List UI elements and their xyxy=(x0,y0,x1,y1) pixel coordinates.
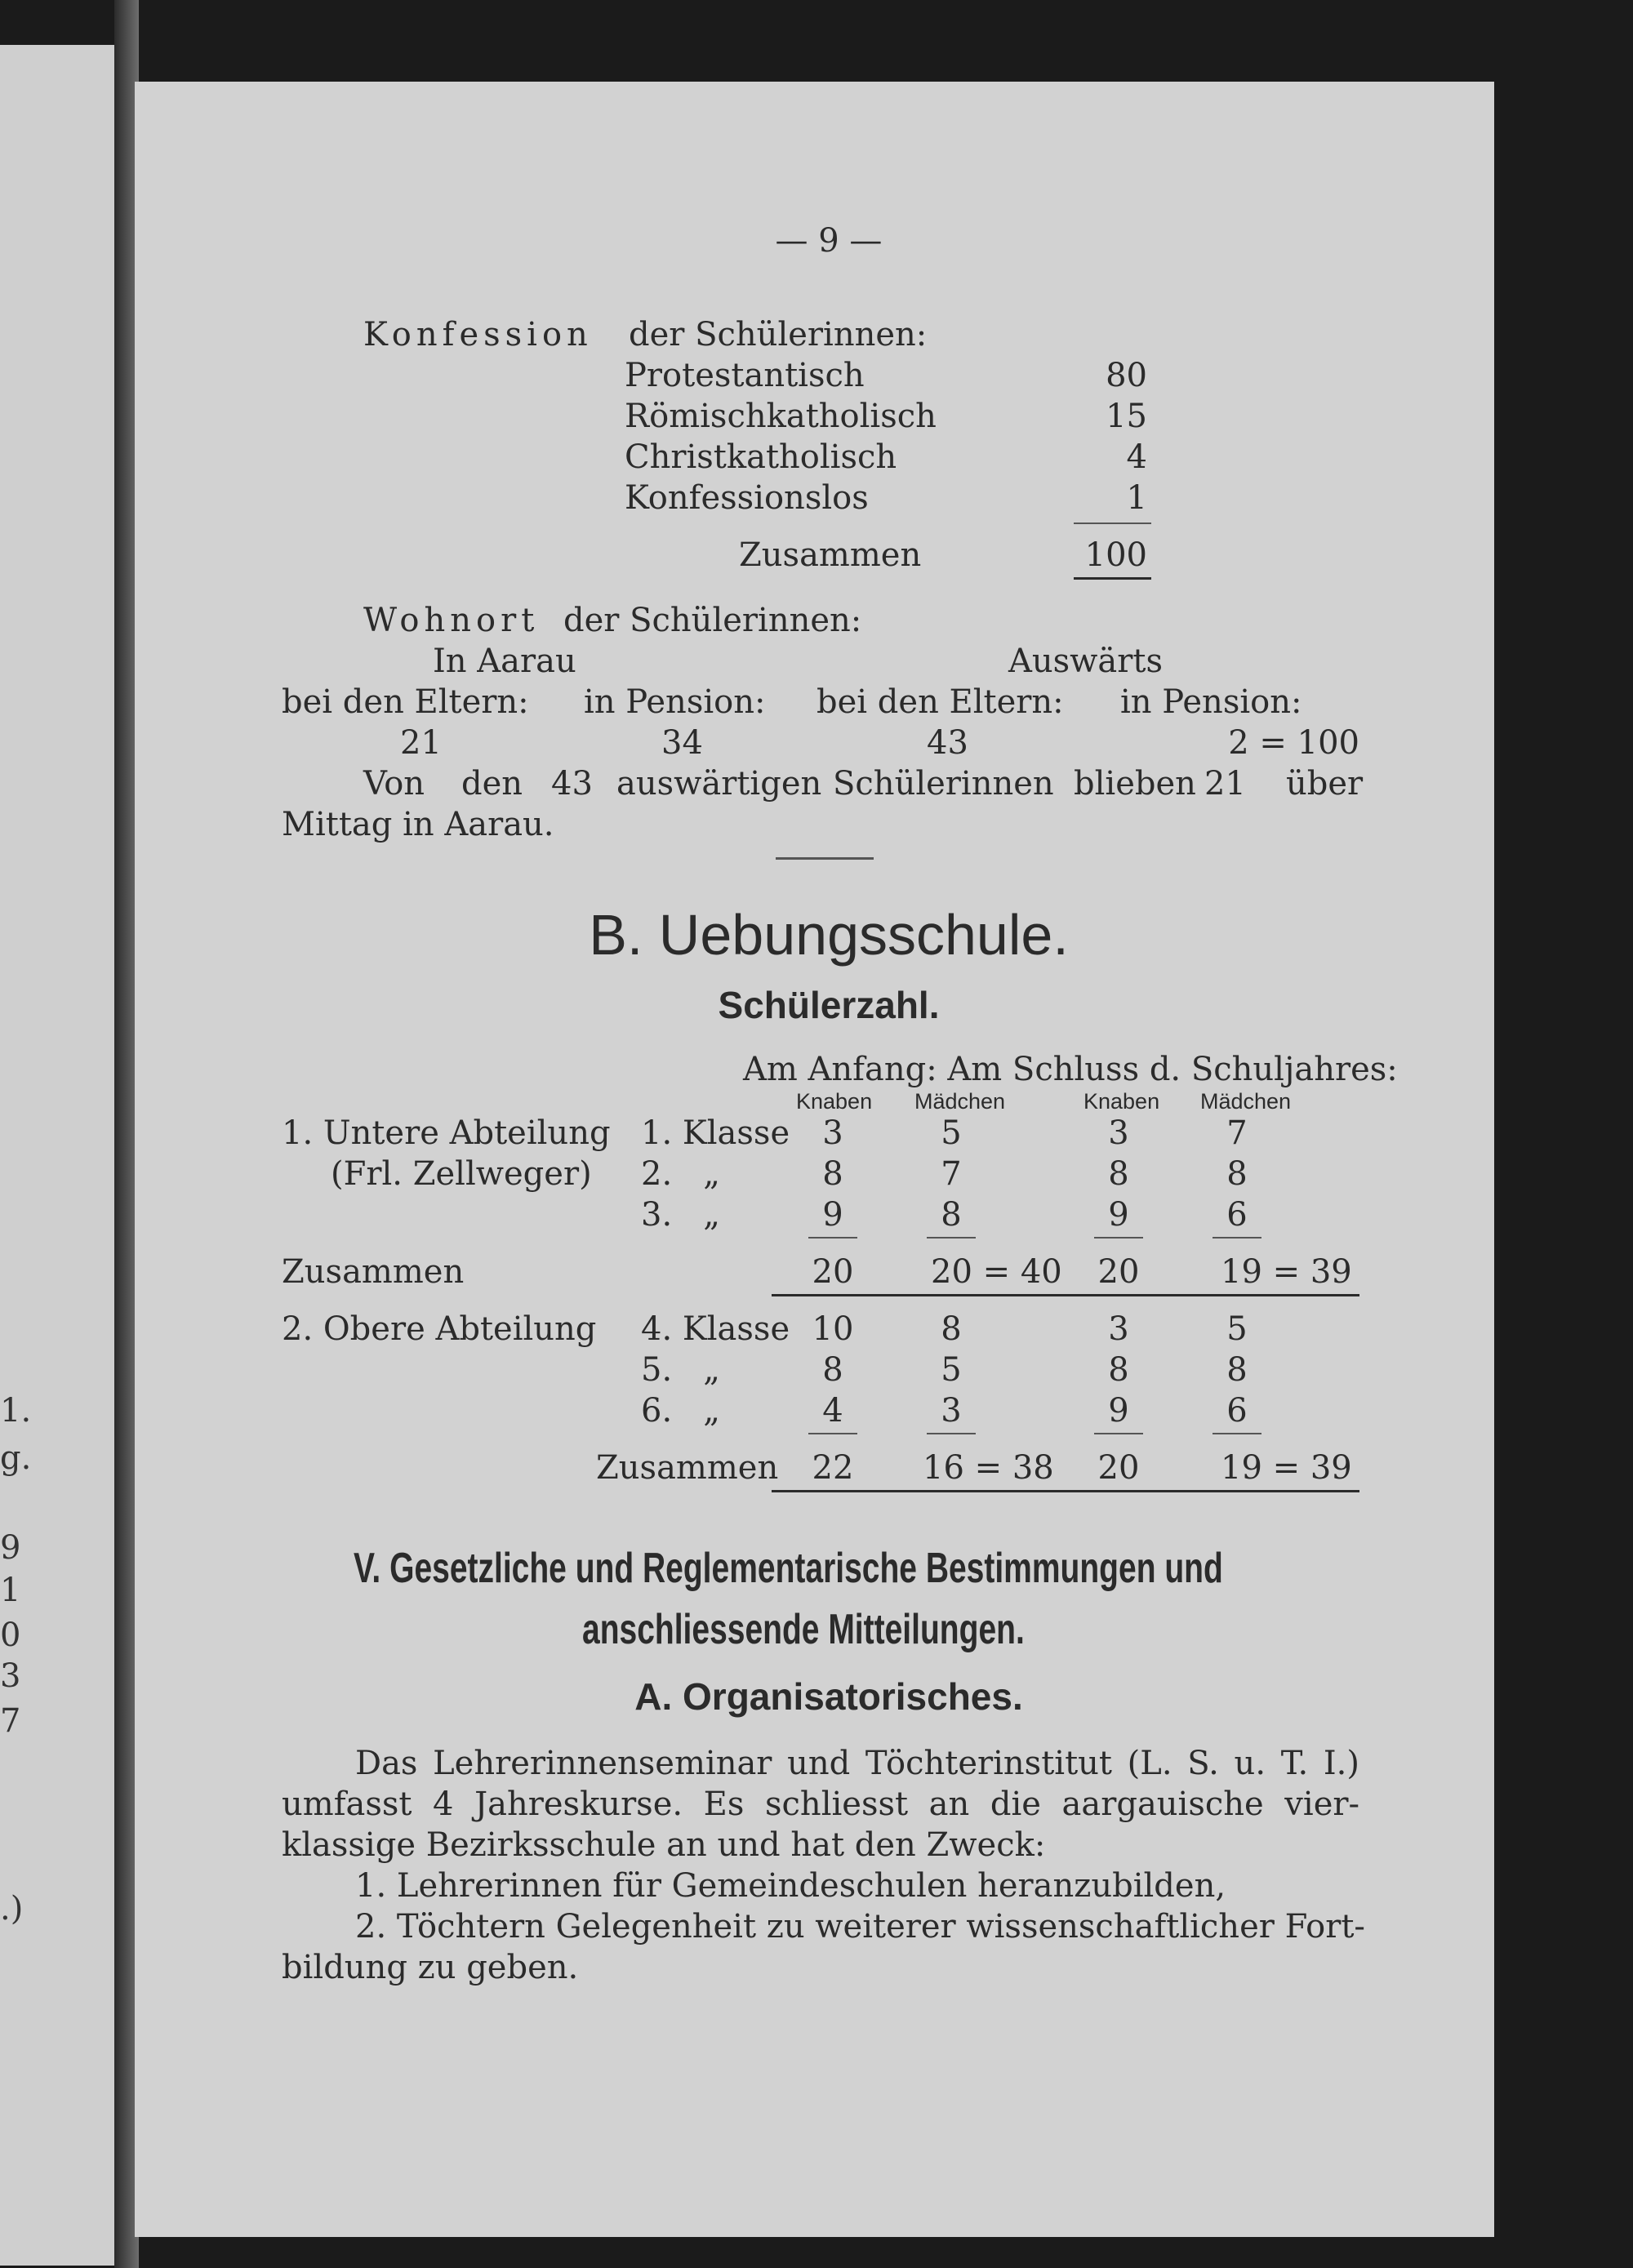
sum-rule xyxy=(1213,1237,1261,1239)
konfession-total-value: 100 xyxy=(1084,536,1147,574)
sum-rule xyxy=(1094,1237,1143,1239)
konfession-label: Römischkatholisch xyxy=(625,398,937,435)
cell: 7 xyxy=(1226,1114,1248,1152)
total-cell: 19 = 39 xyxy=(1221,1253,1352,1291)
cell: 8 xyxy=(1108,1351,1129,1389)
cell: 6 xyxy=(1226,1392,1248,1430)
total-cell: 20 xyxy=(1097,1449,1140,1487)
wohnort-in-aarau: In Aarau xyxy=(433,643,576,680)
cell: 8 xyxy=(941,1310,962,1348)
column-subheader: Mädchen xyxy=(1200,1089,1292,1114)
cell: 8 xyxy=(822,1155,843,1193)
total-cell: 19 = 39 xyxy=(1221,1449,1352,1487)
total-underline xyxy=(772,1490,1359,1492)
paragraph-line: umfasst 4 Jahreskurse. Es schliesst an die aargauische vier- xyxy=(282,1785,1359,1823)
sum-rule xyxy=(1094,1433,1143,1434)
konfession-label: Konfessionslos xyxy=(625,479,869,517)
untere-total-label: Zusammen xyxy=(282,1253,465,1291)
sum-rule xyxy=(1074,523,1151,524)
cell: 10 xyxy=(812,1310,854,1348)
total-cell: 20 xyxy=(1097,1253,1140,1291)
klasse-label: 1. Klasse xyxy=(641,1114,790,1152)
paragraph-line: 2. Töchtern Gelegenheit zu weiterer wissenschaftlicher Fort- xyxy=(355,1908,1365,1946)
prev-page-fragment: g. xyxy=(0,1439,32,1477)
konfession-value: 1 xyxy=(1126,479,1147,517)
cell: 5 xyxy=(941,1351,962,1389)
total-cell: 22 xyxy=(812,1449,854,1487)
konfession-total-label: Zusammen xyxy=(739,536,922,574)
cell: 7 xyxy=(941,1155,962,1193)
prev-page-fragment: 1 xyxy=(0,1572,21,1609)
cell: 9 xyxy=(1108,1196,1129,1234)
wohnort-col: bei den Eltern: xyxy=(282,683,529,721)
klasse-label: 3. „ xyxy=(641,1196,721,1234)
section-divider xyxy=(776,857,874,860)
wohnort-note-word: 21 xyxy=(1204,765,1246,803)
wohnort-note-word: Schülerinnen xyxy=(833,765,1054,803)
column-subheader: Knaben xyxy=(796,1089,873,1114)
wohnort-note-word: 43 xyxy=(551,765,593,803)
total-underline xyxy=(1074,577,1151,580)
sum-rule xyxy=(808,1237,857,1239)
cell: 4 xyxy=(822,1392,843,1430)
wohnort-note-word: blieben xyxy=(1074,765,1196,803)
wohnort-note-word: Von xyxy=(363,765,425,803)
klasse-label: 2. „ xyxy=(641,1155,721,1193)
cell: 3 xyxy=(1108,1310,1129,1348)
organisatorisches-subheading: A. Organisatorisches. xyxy=(634,1675,1023,1718)
cell: 5 xyxy=(1226,1310,1248,1348)
cell: 3 xyxy=(941,1392,962,1430)
untere-abteilung-teacher: (Frl. Zellweger) xyxy=(331,1155,592,1193)
wohnort-value: 2 = 100 xyxy=(1228,724,1359,762)
prev-page-fragment: 9 xyxy=(0,1529,21,1567)
wohnort-heading: Wohnort xyxy=(363,602,540,639)
paragraph-line: 1. Lehrerinnen für Gemeindeschulen heranzubilden, xyxy=(355,1867,1226,1905)
cell: 3 xyxy=(1108,1114,1129,1152)
cell: 8 xyxy=(941,1196,962,1234)
document-page xyxy=(135,82,1494,2237)
page-number: — 9 — xyxy=(775,222,883,260)
paragraph-line: Das Lehrerinnenseminar und Töchterinstitut (L. S. u. T. I.) xyxy=(355,1745,1359,1782)
cell: 8 xyxy=(1226,1351,1248,1389)
cell: 8 xyxy=(822,1351,843,1389)
klasse-label: 4. Klasse xyxy=(641,1310,790,1348)
konfession-heading-rest: der Schülerinnen: xyxy=(629,316,928,354)
cell: 6 xyxy=(1226,1196,1248,1234)
wohnort-note-word: auswärtigen xyxy=(616,765,822,803)
cell: 9 xyxy=(1108,1392,1129,1430)
konfession-value: 15 xyxy=(1106,398,1147,435)
cell: 3 xyxy=(822,1114,843,1152)
section-v-title-line1: V. Gesetzliche und Reglementarische Bestimmungen und xyxy=(354,1545,1223,1592)
prev-page-fragment: .) xyxy=(0,1890,24,1928)
sum-rule xyxy=(1213,1433,1261,1434)
total-cell: 20 xyxy=(812,1253,854,1291)
konfession-heading: Konfession xyxy=(363,316,593,354)
klasse-label: 6. „ xyxy=(641,1392,721,1430)
cell: 8 xyxy=(1108,1155,1129,1193)
prev-page-fragment: 1. xyxy=(0,1392,32,1430)
konfession-value: 4 xyxy=(1126,438,1147,476)
wohnort-auswaerts: Auswärts xyxy=(1008,643,1163,680)
klasse-label: 5. „ xyxy=(641,1351,721,1389)
wohnort-col: in Pension: xyxy=(1120,683,1302,721)
sum-rule xyxy=(927,1237,976,1239)
prev-page-fragment: 3 xyxy=(0,1657,21,1695)
obere-abteilung-label: 2. Obere Abteilung xyxy=(282,1310,597,1348)
column-subheader: Mädchen xyxy=(914,1089,1006,1114)
konfession-label: Christkatholisch xyxy=(625,438,897,476)
wohnort-col: bei den Eltern: xyxy=(816,683,1064,721)
paragraph-line: klassige Bezirksschule an und hat den Zweck: xyxy=(282,1826,1046,1864)
total-underline xyxy=(772,1294,1359,1296)
wohnort-value: 43 xyxy=(927,724,968,762)
obere-total-label: Zusammen xyxy=(596,1449,779,1487)
sum-rule xyxy=(808,1433,857,1434)
column-subheader: Knaben xyxy=(1083,1089,1160,1114)
sum-rule xyxy=(927,1433,976,1434)
uebungsschule-title: B. Uebungsschule. xyxy=(589,903,1069,967)
table-header: Am Anfang: Am Schluss d. Schuljahres: xyxy=(743,1051,1398,1088)
untere-abteilung-label: 1. Untere Abteilung xyxy=(282,1114,611,1152)
total-cell: 20 = 40 xyxy=(931,1253,1062,1291)
section-v-title-line2: anschliessende Mitteilungen. xyxy=(582,1606,1025,1653)
cell: 8 xyxy=(1226,1155,1248,1193)
paragraph-line: bildung zu geben. xyxy=(282,1949,579,1986)
wohnort-heading-rest: der Schülerinnen: xyxy=(563,602,862,639)
total-cell: 16 = 38 xyxy=(923,1449,1054,1487)
wohnort-note-line2: Mittag in Aarau. xyxy=(282,806,554,843)
konfession-value: 80 xyxy=(1106,357,1147,394)
previous-page-edge xyxy=(0,45,114,2266)
cell: 5 xyxy=(941,1114,962,1152)
wohnort-value: 34 xyxy=(661,724,703,762)
wohnort-value: 21 xyxy=(400,724,442,762)
cell: 9 xyxy=(822,1196,843,1234)
prev-page-fragment: 7 xyxy=(0,1702,21,1740)
wohnort-note-word: den xyxy=(461,765,523,803)
prev-page-fragment: 0 xyxy=(0,1617,21,1654)
konfession-label: Protestantisch xyxy=(625,357,865,394)
wohnort-col: in Pension: xyxy=(584,683,766,721)
wohnort-note-word: über xyxy=(1286,765,1364,803)
schuelerzahl-subtitle: Schülerzahl. xyxy=(718,984,940,1026)
